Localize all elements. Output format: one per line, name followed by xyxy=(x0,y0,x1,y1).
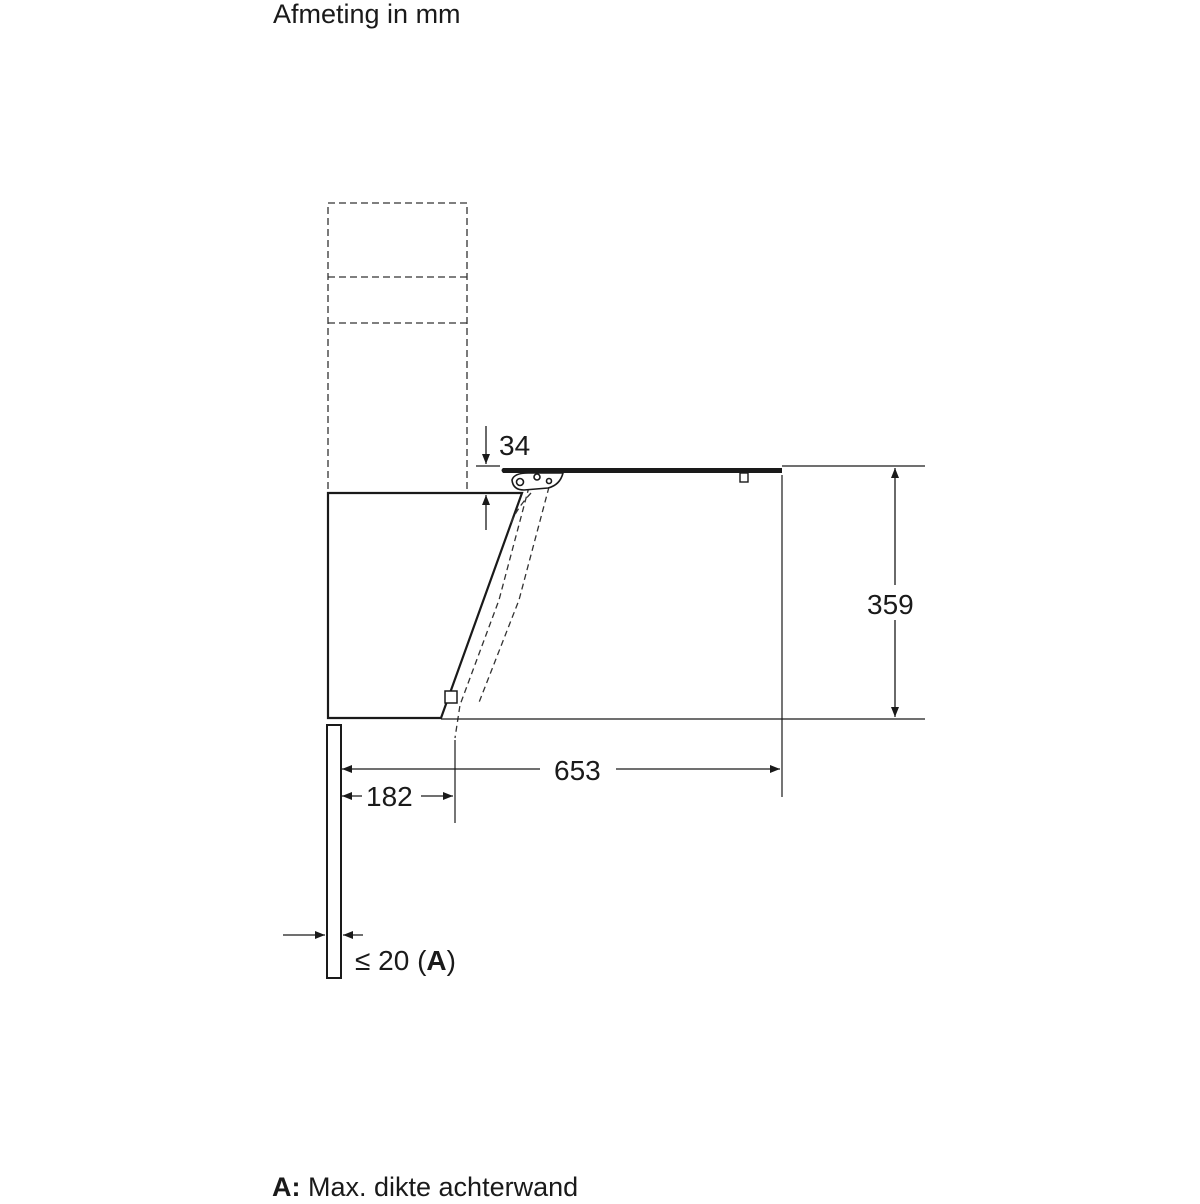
thickness-letter: A xyxy=(426,945,447,976)
footnote-key: A: xyxy=(272,1172,301,1202)
dimension-wall-thickness-label xyxy=(355,945,456,976)
page-title: Afmeting in mm xyxy=(273,0,461,29)
footnote-text: Max. dikte achterwand xyxy=(300,1172,579,1202)
dimension-34-label: 34 xyxy=(499,430,531,461)
dimension-182-label: 182 xyxy=(366,781,413,812)
thickness-suffix: ) xyxy=(446,945,456,976)
dashed-chimney-outline xyxy=(328,203,467,493)
dimension-359-label: 359 xyxy=(867,589,914,620)
hood-bracket xyxy=(445,691,457,703)
hinge xyxy=(512,473,563,490)
back-wall xyxy=(327,725,341,978)
footnote xyxy=(272,1170,578,1204)
dimension-653-label: 653 xyxy=(554,755,601,786)
thickness-prefix: ≤ 20 ( xyxy=(355,945,427,976)
hood-body xyxy=(328,493,522,718)
